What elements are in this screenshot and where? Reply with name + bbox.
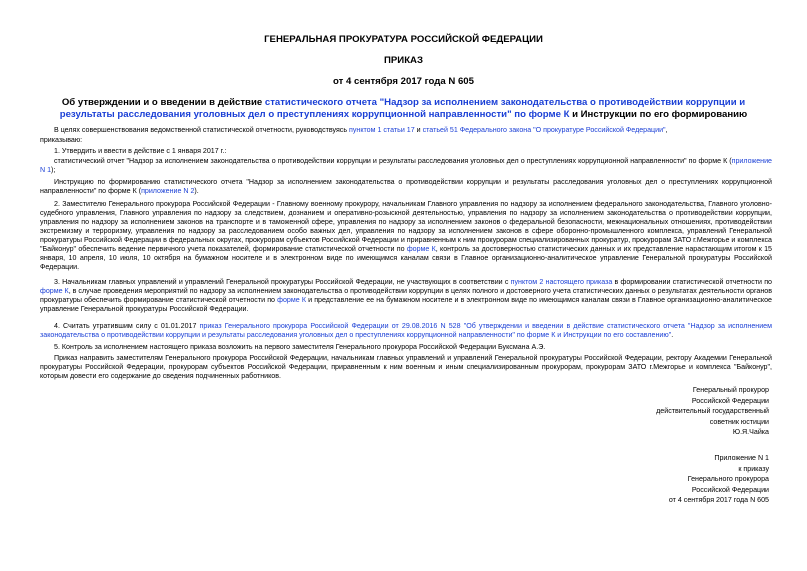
intro-text-start: В целях совершенствования ведомственной статистической отчетности, руководствуясь <box>54 126 350 134</box>
appendix-block <box>569 453 769 506</box>
paragraph-1b-text: Инструкцию по формированию статистического отчета "Надзор за исполнением законодательства о противодействии коррупции и результаты расследования уголовных дел о преступлениях коррупционной направленности" по форме К ( <box>40 178 772 195</box>
intro-paragraph <box>40 126 772 135</box>
paragraph-3-text: 3. Начальникам главных управлений и управлений Генеральной прокуратуры Российской Федерации, не участвующих в соответствии с <box>54 278 511 286</box>
paragraph-3-mid1: в формировании статистической отчетности по <box>612 278 772 286</box>
document-type-heading: ПРИКАЗ <box>384 55 423 66</box>
title-text-end: и Инструкции по его формированию <box>569 108 748 120</box>
paragraph-2-end: , контроль за достоверностью статистических данных и их представление нарастающим итогом к 15 января, 10 апреля, 10 июля, 10 октября на бумажном носителе и в электронном виде по имеющимся каналам связи в Главное организационно-аналитическое управление Генеральной прокуратуры Российской Федерации. <box>40 245 772 271</box>
paragraph-1a-text: статистический отчет "Надзор за исполнением законодательства о противодействии коррупции и результаты расследования уголовных дел о преступлениях коррупционной направленности" по форме К ( <box>54 157 732 165</box>
order-point-2-link[interactable]: пунктом 2 настоящего приказа <box>510 278 613 286</box>
paragraph-6: Приказ направить заместителям Генерального прокурора Российской Федерации, начальникам главных управлений и управлений Генеральной прокуратуры Российской Федерации, ректору Академии Генеральной прокуратуры Российской Федерации, прокурорам субъектов Российской Федерации, приравненным к ним военным и иным специализированным прокурорам, прокурорам ЗАТО г.Межгорье и комплекса "Байконур", которым довести его содержание до сведения подчиненных работников. <box>40 354 772 380</box>
signature-name: Ю.Я.Чайка <box>732 428 769 437</box>
paragraph-1a-end: ); <box>51 166 56 174</box>
paragraph-1b-end: ). <box>194 187 199 195</box>
paragraph-5: 5. Контроль за исполнением настоящего приказа возложить на первого заместителя Генерального прокурора Российской Федерации Буксмана А.Э. <box>54 343 546 351</box>
appendix-to-order: к приказу <box>738 464 769 473</box>
law-article-51-link[interactable]: статьей 51 Федерального закона "О прокуратуре Российской Федерации" <box>422 126 666 134</box>
intro-text-mid: и <box>414 126 423 134</box>
signature-block <box>569 385 769 438</box>
appendix-date: от 4 сентября 2017 года N 605 <box>668 496 769 505</box>
paragraph-4-end: . <box>671 331 674 339</box>
signature-rank-2: советник юстиции <box>709 417 769 426</box>
appendix-2-link[interactable]: приложение N 2 <box>141 187 195 195</box>
order-528-link[interactable]: приказ Генерального прокурора Российской Федерации от 29.08.2016 N 528 "Об утверждении и введении в действие статистического отчета "Надзор за исполнением законодательства о противодействии коррупции и результаты расследования уголовных дел о преступлениях коррупционной направленности" по форме К и Инструкции по его составлению" <box>40 322 773 339</box>
signature-title: Генеральный прокурор <box>692 386 769 394</box>
form-k-link-2[interactable]: форме К <box>40 287 69 295</box>
paragraph-3 <box>40 278 772 314</box>
appendix-author: Генерального прокурора <box>687 475 769 484</box>
intro-text-end: , <box>665 126 668 134</box>
paragraph-4-text: 4. Считать утратившим силу с 01.01.2017 <box>54 322 200 330</box>
paragraph-2 <box>40 200 772 272</box>
paragraph-1a <box>40 157 772 175</box>
appendix-number: Приложение N 1 <box>714 454 769 462</box>
paragraph-3-mid2: , в случае проведения мероприятий по надзору за исполнением законодательства о противодействии коррупции в целях полного и достоверного учета статистических данных о результатах деятельности органов прокуратуры обеспечить формирование статистической отчетности по <box>40 287 772 304</box>
paragraph-2-text: 2. Заместителю Генерального прокурора Российской Федерации - Главному военному прокурору, начальникам Главного управления по надзору за исполнением федерального законодательства, Главного уголовно-судебного управления, Главного управления по надзору за следствием, дознанием и оперативно-розыскной деятельностью, управления по надзору за исполнением законодательства о противодействии коррупции, управления по надзору за исполнением законов на транспорте и в таможенной сфере, управления по надзору за исполнением законов о федеральной безопасности, межнациональных отношениях, противодействии экстремизму и терроризму, управления по надзору за расследованием особо важных дел, управления по надзору за исполнением законов в сфере оборонно-промышленного комплекса, управлений Генеральной прокуратуры Российской Федерации в федеральных округах, прокурорам субъектов Российской Федерации и приравненным к ним прокурорам специализированных прокуратур, прокурорам ЗАТО г.Межгорье и комплекса "Байконур" обеспечить ведение первичного учета показателей, формирование статистической отчетности по <box>40 200 772 253</box>
form-k-link-3[interactable]: форме К <box>277 296 306 304</box>
paragraph-1b <box>40 178 772 196</box>
paragraph-1: 1. Утвердить и ввести в действие с 1 января 2017 г.: <box>54 147 227 155</box>
order-word: приказываю: <box>40 136 83 144</box>
paragraph-3-end: и представление ее на бумажном носителе и в электронном виде по имеющимся каналам связи в Главное организационно-аналитическое управление Генеральной прокуратуры Российской Федерации. <box>40 296 772 313</box>
appendix-country: Российской Федерации <box>691 485 769 494</box>
title-text-start: Об утверждении и о введении в действие <box>61 97 265 108</box>
signature-country: Российской Федерации <box>691 396 769 405</box>
signature-rank-1: действительный государственный <box>656 407 769 416</box>
paragraph-4 <box>40 322 772 340</box>
title-report-link[interactable]: статистического отчета "Надзор за исполнением законодательства о противодействии коррупции и результаты расследования уголовных дел о преступлениях коррупционной направленности" по форме К <box>59 97 746 120</box>
document-date-heading: от 4 сентября 2017 года N 605 <box>333 76 474 87</box>
document-title <box>40 97 767 120</box>
form-k-link[interactable]: форме К <box>406 245 436 253</box>
organization-heading: ГЕНЕРАЛЬНАЯ ПРОКУРАТУРА РОССИЙСКОЙ ФЕДЕРАЦИИ <box>264 34 543 45</box>
law-article-17-link[interactable]: пунктом 1 статьи 17 <box>349 126 415 134</box>
appendix-1-link[interactable]: приложение N 1 <box>40 157 772 174</box>
